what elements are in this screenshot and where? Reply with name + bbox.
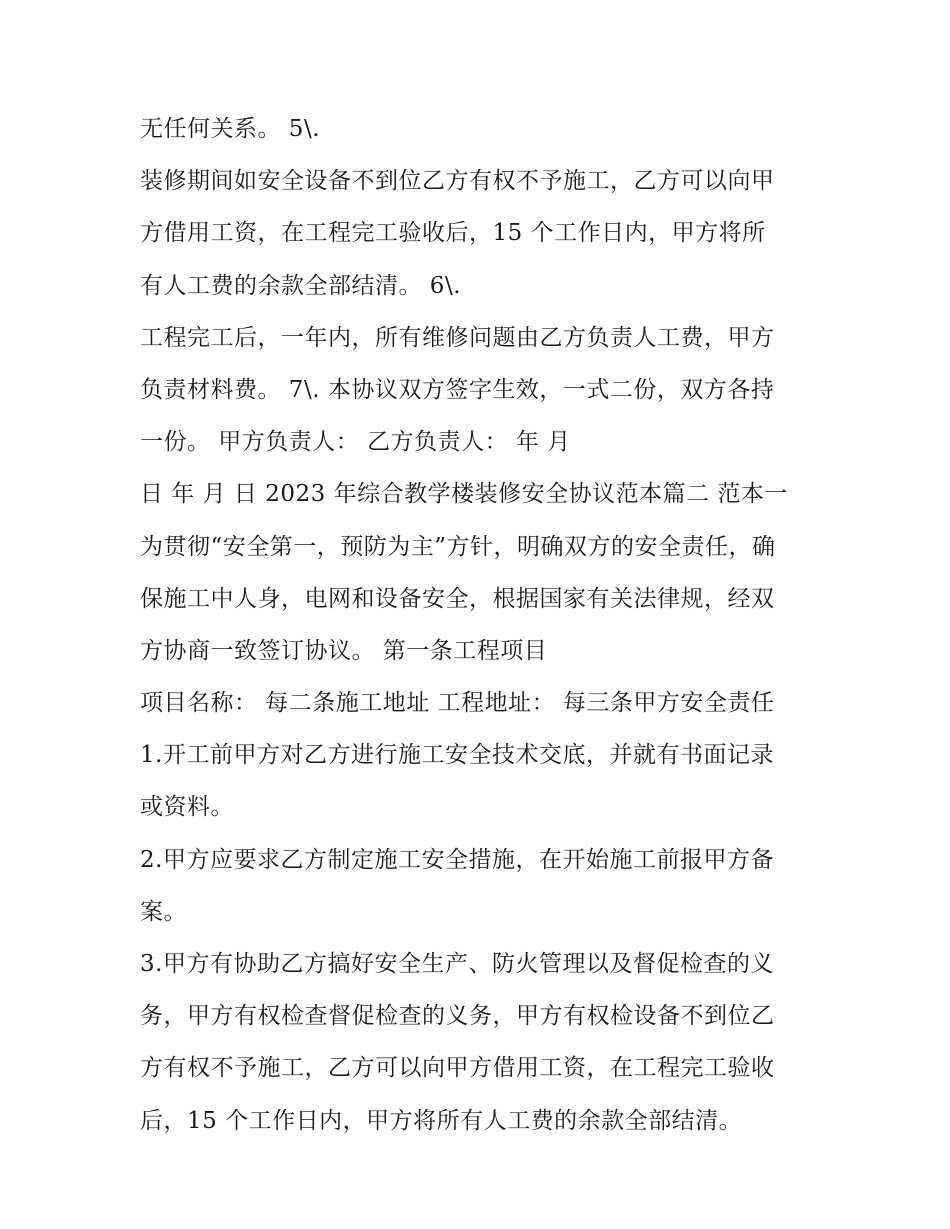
text-line: 保施工中人身，电网和设备安全，根据国家有关法律规，经双 — [140, 585, 775, 612]
text-line: 后，15 个工作日内，甲方将所有人工费的余款全部结清。 — [140, 1107, 743, 1134]
text-line: 有人工费的余款全部结清。 6\. — [140, 272, 462, 299]
text-line: 工程完工后，一年内，所有维修问题由乙方负责人工费，甲方 — [140, 324, 775, 351]
text-line: 负责材料费。 7\. 本协议双方签字生效，一式二份，双方各持 — [140, 376, 775, 403]
text-line: 方借用工资，在工程完工验收后，15 个工作日内，甲方将所 — [140, 220, 766, 247]
text-line: 无任何关系。 5\. — [140, 116, 321, 142]
text-line: 或资料。 — [140, 794, 234, 821]
text-line: 项目名称： 每二条施工地址 工程地址： 每三条甲方安全责任 — [140, 690, 775, 717]
text-line: 装修期间如安全设备不到位乙方有权不予施工，乙方可以向甲 — [140, 168, 775, 195]
text-line: 方有权不予施工，乙方可以向甲方借用工资，在工程完工验收 — [140, 1055, 775, 1082]
text-line: 为贯彻“安全第一，预防为主”方针，明确双方的安全责任，确 — [140, 533, 776, 560]
text-line: 日 年 月 日 2023 年综合教学楼装修安全协议范本篇二 范本一 — [140, 481, 788, 508]
text-line: 一份。 甲方负责人： 乙方负责人： 年 月 — [140, 429, 571, 456]
text-line: 务，甲方有权检查督促检查的义务，甲方有权检设备不到位乙 — [140, 1003, 775, 1030]
text-line: 3.甲方有协助乙方搞好安全生产、防火管理以及督促检查的义 — [140, 951, 774, 977]
text-line: 2.甲方应要求乙方制定施工安全措施，在开始施工前报甲方备 — [140, 846, 774, 873]
text-line: 案。 — [140, 898, 187, 925]
text-line: 1.开工前甲方对乙方进行施工安全技术交底，并就有书面记录 — [140, 742, 774, 769]
text-line: 方协商一致签订协议。 第一条工程项目 — [140, 637, 548, 664]
document-body — [140, 103, 830, 1147]
